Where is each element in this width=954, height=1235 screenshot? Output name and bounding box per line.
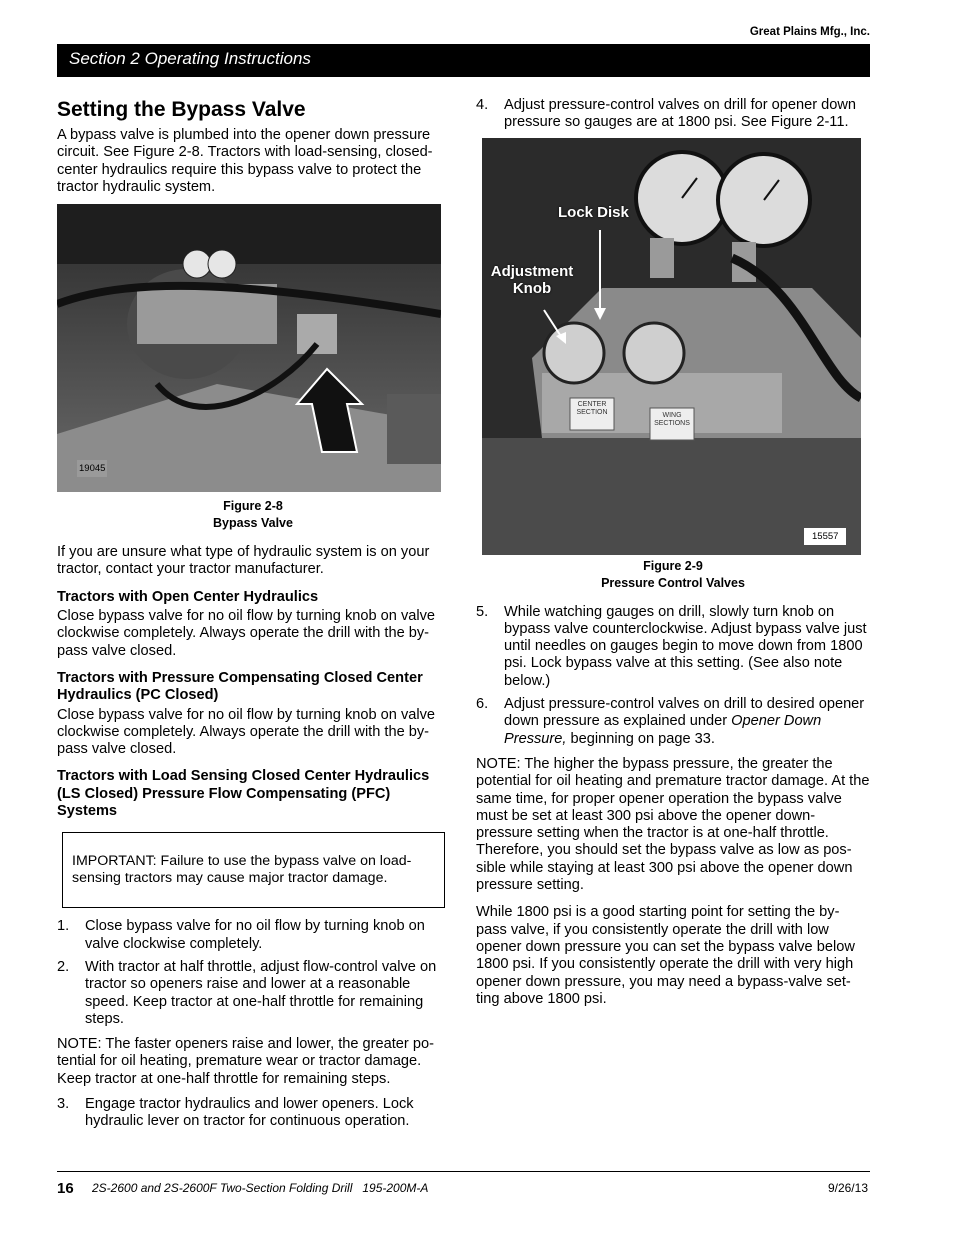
list-item: 4. Adjust pressure-control valves on drill for opener down pressure so gauges are at 1800 psi. See Figure 2-11. [476,97,857,131]
footer-divider [57,1171,870,1172]
starting-point-paragraph: While 1800 psi is a good starting point for setting the by-pass valve, if you consistently operate the drill with low opener down pressure you can set the bypass valve below 1800 psi. If you consistently operate the drill with very high opener down pressure, you may need a bypass-valve set-ting above 1800 psi. [476,904,855,1007]
list-item: 6. Adjust pressure-control valves on drill to desired opener down pressure as explained under Opener Down Pressure, beginning on page 33. [476,696,865,747]
adjustment-knob-label: Adjustment Knob [490,262,574,297]
steps-list-a [57,918,449,1028]
cross-reference: Opener Down Pressure, [504,713,822,747]
unsure-paragraph: If you are unsure what type of hydraulic system is on your tractor, contact your tractor manufacturer. [57,544,430,578]
steps-list-b [57,1096,449,1131]
center-section-tag: CENTER SECTION [576,400,608,416]
section-header: Section 2 Operating Instructions [57,44,870,77]
pc-closed-heading: Tractors with Pressure Compensating Closed Center Hydraulics (PC Closed) [57,669,423,704]
photo-id: 15557 [804,528,846,545]
wing-sections-tag: WING SECTIONS [654,411,690,427]
pressure-valves-photo [482,138,861,555]
note-paragraph: NOTE: The higher the bypass pressure, the greater the potential for oil heating and premature tractor damage. At the same time, for proper opener operation the bypass valve must be set at least 300 psi above the opener down-pressure setting when the tractor is at one-half throttle. Therefore, you should set the bypass valve as low as pos-sible while staying at least 300 psi above the opener down pressure setting. [476,755,870,894]
figure-title: Bypass Valve [213,516,293,531]
steps-list-d [476,604,870,748]
open-center-heading: Tractors with Open Center Hydraulics [57,588,319,605]
steps-list-c [476,97,870,132]
pc-closed-text: Close bypass valve for no oil flow by turning knob on valve clockwise completely. Always operate the drill with the by-pass valve closed. [57,706,436,758]
list-item: 2. With tractor at half throttle, adjust flow-control valve on tractor so openers raise and lower at a reasonable speed. Keep tractor at one-half throttle for remaining steps. [57,958,437,1027]
figure-pressure-valves-photo [482,138,861,555]
document-date: 9/26/13 [827,1181,868,1195]
document-title: 2S-2600 and 2S-2600F Two-Section Folding Drill 195-200M-A [92,1181,429,1195]
page-title: Setting the Bypass Valve [57,98,306,121]
ls-closed-heading: Tractors with Load Sensing Closed Center Hydraulics (LS Closed) Pressure Flow Compensating (PFC) Systems [57,768,430,820]
list-item: 1. Close bypass valve for no oil flow by turning knob on valve clockwise completely. [57,918,425,952]
photo-id: 19045 [77,460,107,477]
important-box: IMPORTANT: Failure to use the bypass valve on load-sensing tractors may cause major tractor damage. [62,832,445,908]
bypass-valve-photo [57,204,441,492]
open-center-text: Close bypass valve for no oil flow by turning knob on valve clockwise completely. Always operate the drill with the by-pass valve closed. [57,608,436,659]
figure-number: Figure 2-9 [643,558,703,573]
figure-number: Figure 2-8 [223,499,283,514]
company-name: Great Plains Mfg., Inc. [749,26,870,38]
page-number: 16 [57,1180,74,1197]
figure-caption [57,498,449,532]
intro-paragraph: A bypass valve is plumbed into the opener down pressure circuit. See Figure 2-8. Tractors with load-sensing, closed-center hydraulics require this bypass valve to protect the tractor hydraulic system. [57,127,433,195]
right-column [476,97,870,1016]
note-paragraph: NOTE: The faster openers raise and lower, the greater po-tential for oil heating, premature wear or tractor damage. Keep tractor at one-half throttle for remaining steps. [57,1036,434,1087]
lock-disk-label: Lock Disk [558,203,629,221]
list-item: 5. While watching gauges on drill, slowly turn knob on bypass valve counterclockwise. Adjust bypass valve just until needles on gauges begin to move down from 1800 psi. Lock bypass valve at this setting. (See also note below.) [476,603,867,689]
figure-caption [476,558,870,592]
left-column [57,97,449,1139]
figure-bypass-valve-photo [57,204,441,492]
figure-title: Pressure Control Valves [601,575,745,590]
list-item: 3. Engage tractor hydraulics and lower openers. Lock hydraulic lever on tractor for continuous operation. [57,1096,414,1130]
